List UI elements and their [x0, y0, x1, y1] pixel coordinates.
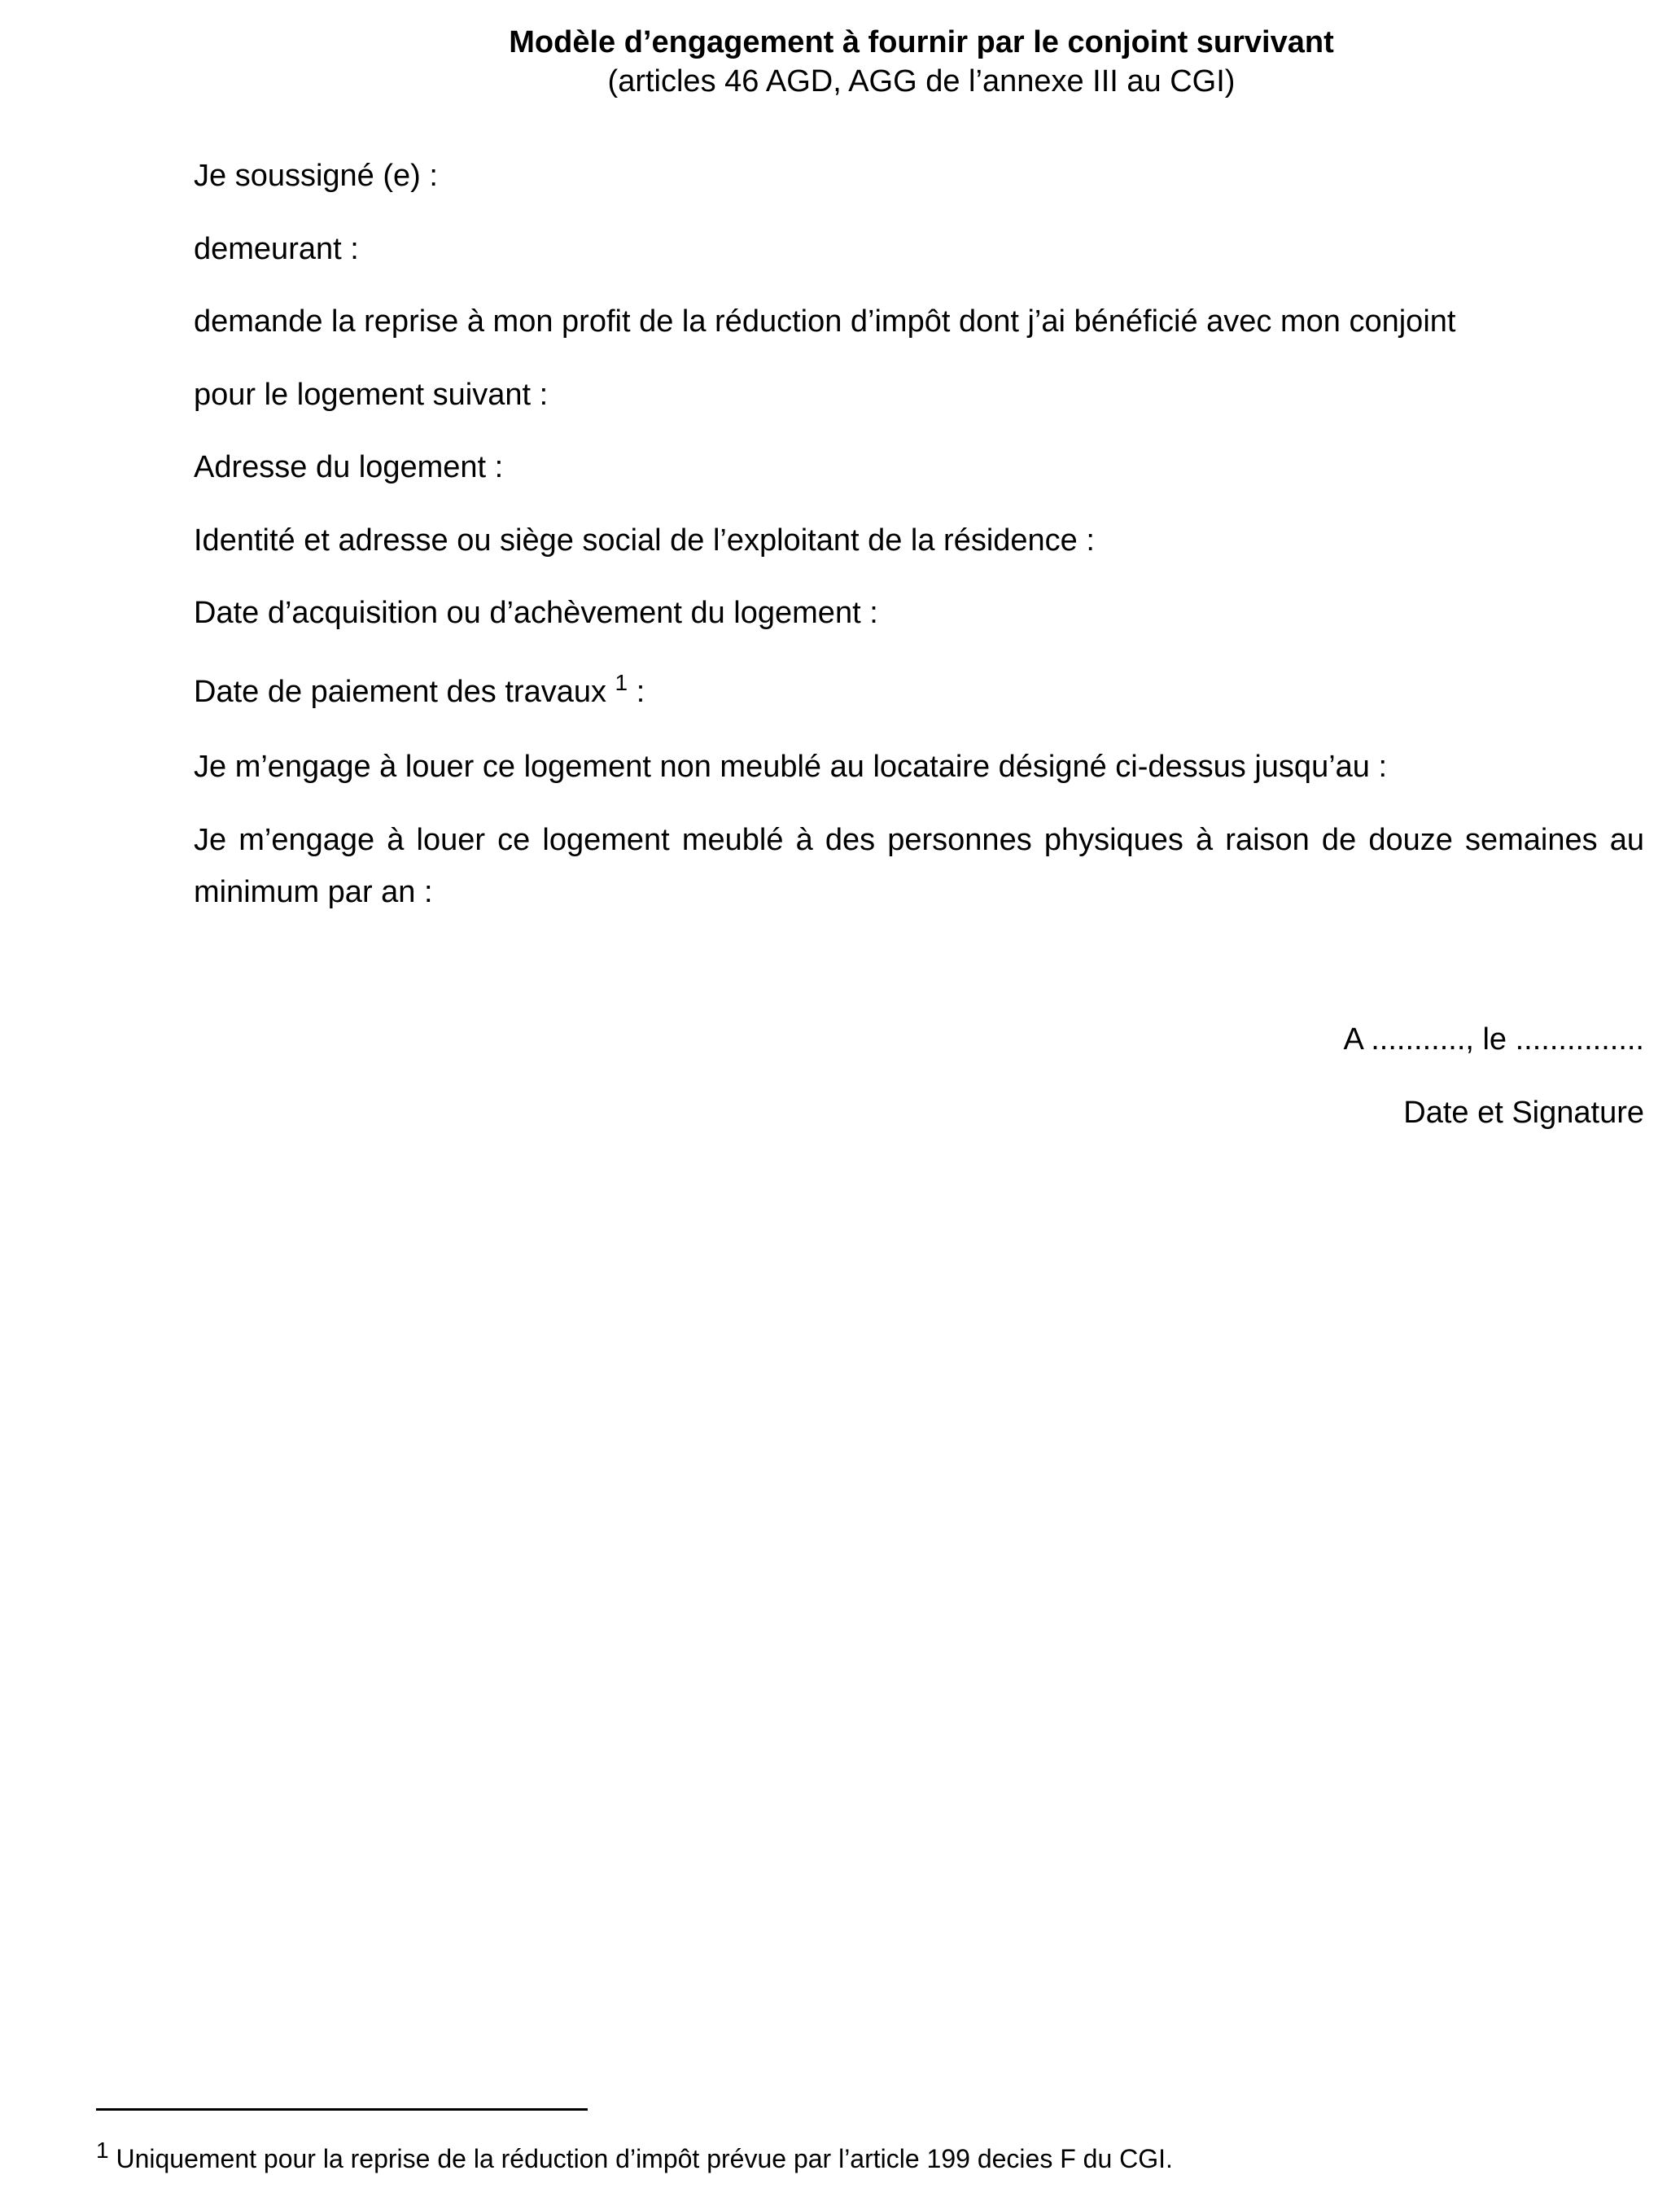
footnote-marker: 1 [96, 2138, 109, 2163]
footnote-text: Uniquement pour la reprise de la réduction d’impôt prévue par l’article 199 decies F du CGI. [116, 2144, 1173, 2173]
document-header [0, 23, 1680, 101]
document-title: Modèle d’engagement à fournir par le conjoint survivant [509, 25, 1334, 59]
footnote [96, 2138, 1173, 2175]
field-soussigne: Je soussigné (e) : [194, 159, 438, 193]
field-adresse-logement: Adresse du logement : [194, 450, 504, 484]
field-logement-suivant: pour le logement suivant : [194, 378, 549, 412]
field-exploitant: Identité et adresse ou siège social de l’exploitant de la résidence : [194, 523, 1095, 558]
footnote-reference: 1 [615, 670, 628, 695]
commitment-furnished: Je m’engage à louer ce logement meublé à des personnes physiques à raison de douze semaines au minimum par an : [194, 823, 1644, 909]
footnote-divider [96, 2108, 588, 2111]
place-date-line: A ..........., le ............... [1343, 1022, 1644, 1057]
field-demeurant: demeurant : [194, 232, 359, 266]
document-subtitle: (articles 46 AGD, AGG de l’annexe III au CGI) [607, 64, 1236, 98]
signature-label: Date et Signature [1403, 1096, 1644, 1130]
field-date-paiement-label: Date de paiement des travaux [194, 675, 606, 709]
field-date-acquisition: Date d’acquisition ou d’achèvement du logement : [194, 596, 878, 630]
commitment-unfurnished: Je m’engage à louer ce logement non meublé au locataire désigné ci-dessus jusqu’au : [194, 750, 1388, 784]
field-date-paiement [194, 672, 645, 711]
field-demande-reprise: demande la reprise à mon profit de la réduction d’impôt dont j’ai bénéficié avec mon conjoint [194, 304, 1456, 339]
field-date-paiement-suffix: : [636, 675, 645, 709]
